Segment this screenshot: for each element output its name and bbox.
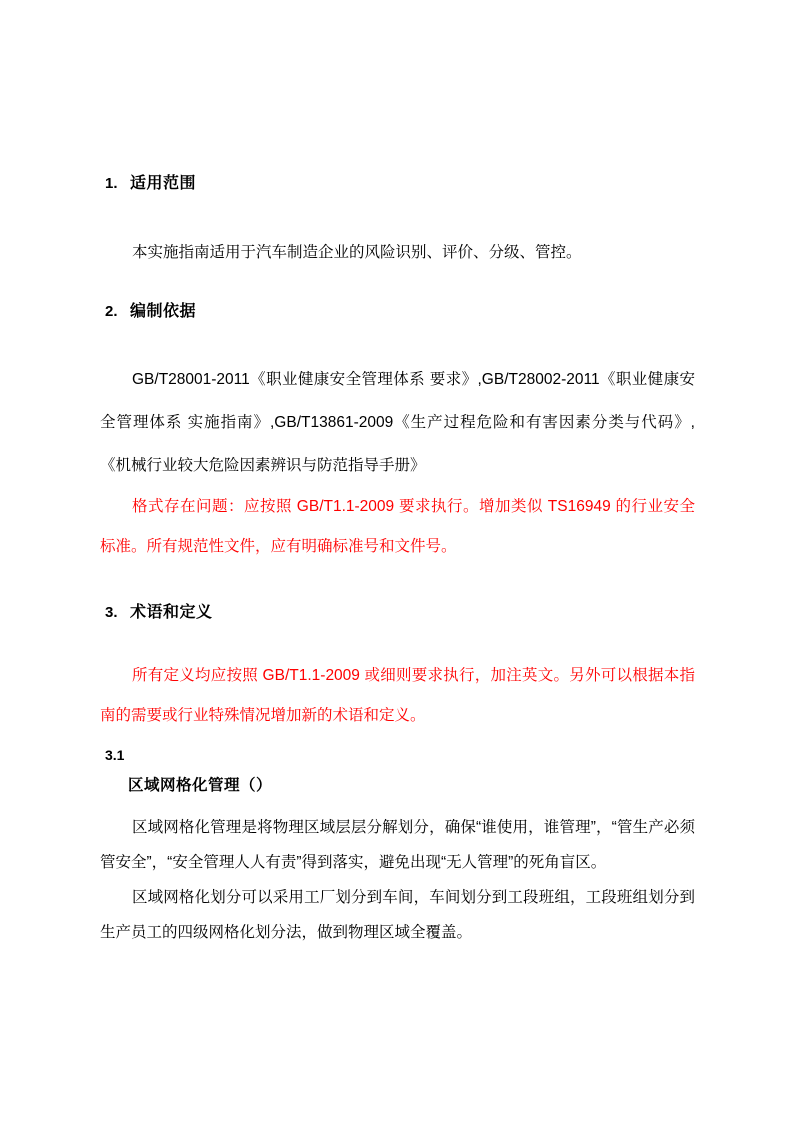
section-3-review-note: 所有定义均应按照 GB/T1.1-2009 或细则要求执行，加注英文。另外可以根据本指南的需要或行业特殊情况增加新的术语和定义。: [100, 667, 695, 724]
subsection-3-1-term: 区域网格化管理（）: [128, 777, 273, 794]
section-2-review-note: 格式存在问题：应按照 GB/T1.1-2009 要求执行。增加类似 TS16949 的行业安全标准。所有规范性文件，应有明确标准号和文件号。: [100, 498, 695, 555]
section-1-heading: [100, 173, 695, 195]
section-3-number: 3.: [105, 604, 118, 621]
document-content: [100, 173, 695, 950]
section-1-number: 1.: [105, 175, 118, 192]
section-1-title: 适用范围: [130, 175, 197, 192]
subsection-3-1-number: 3.1: [105, 747, 125, 763]
section-2-reference-paragraph: GB/T28001-2011《职业健康安全管理体系 要求》,GB/T28002-2011《职业健康安全管理体系 实施指南》,GB/T13861-2009《生产过程危险和有害因素分类与代码》,《机械行业较大危险因素辨识与防范指导手册》: [100, 371, 695, 474]
section-2-heading: [100, 301, 695, 323]
subsection-3-1-paragraph-2: 区域网格化划分可以采用工厂划分到车间，车间划分到工段班组，工段班组划分到生产员工的四级网格化划分法，做到物理区域全覆盖。: [100, 889, 695, 941]
subsection-3-1-paragraph-1: 区域网格化管理是将物理区域层层分解划分，确保“谁使用，谁管理”，“管生产必须管安全”，“安全管理人人有责”得到落实，避免出现“无人管理”的死角盲区。: [100, 819, 695, 871]
section-2-number: 2.: [105, 303, 118, 320]
section-2-title: 编制依据: [130, 303, 197, 320]
section-1-body-paragraph: 本实施指南适用于汽车制造企业的风险识别、评价、分级、管控。: [132, 244, 582, 261]
section-3-heading: [100, 602, 695, 624]
section-3-title: 术语和定义: [130, 604, 213, 621]
